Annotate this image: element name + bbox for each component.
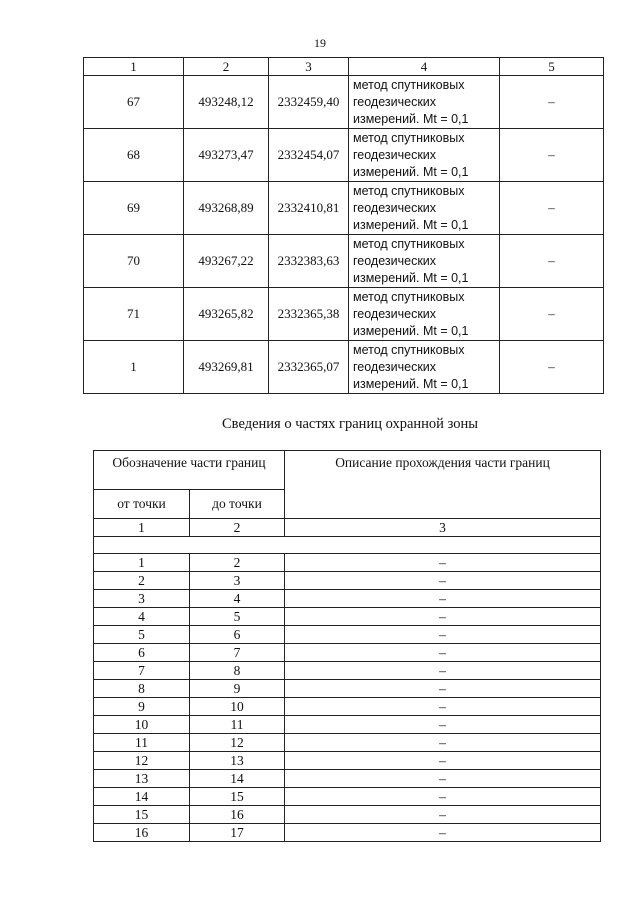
description-cell: – <box>285 788 601 806</box>
description-cell: – <box>285 806 601 824</box>
method-line: метод спутниковых <box>353 236 465 251</box>
from-point-header: от точки <box>94 490 190 519</box>
table-row <box>94 626 601 644</box>
from-point-cell: 15 <box>94 806 190 824</box>
description-cell: – <box>285 824 601 842</box>
method-cell <box>349 235 500 288</box>
description-cell: – <box>285 608 601 626</box>
method-line: геодезических <box>353 147 437 162</box>
table-row <box>94 770 601 788</box>
point-number-cell: 67 <box>84 76 184 129</box>
method-line: измерений. Mt = 0,1 <box>353 217 469 232</box>
coordinates-table <box>83 57 604 394</box>
x-coordinate-cell: 493248,12 <box>184 76 269 129</box>
table-row <box>94 662 601 680</box>
method-cell <box>349 76 500 129</box>
page-number: 19 <box>314 36 326 50</box>
from-point-cell: 2 <box>94 572 190 590</box>
point-number-cell: 69 <box>84 182 184 235</box>
col-header-2: 2 <box>184 58 269 76</box>
y-coordinate-cell: 2332410,81 <box>269 182 349 235</box>
table-row <box>94 554 601 572</box>
method-line: геодезических <box>353 306 437 321</box>
method-line: метод спутниковых <box>353 342 465 357</box>
note-cell: – <box>500 182 604 235</box>
from-point-cell: 10 <box>94 716 190 734</box>
to-point-cell: 16 <box>190 806 285 824</box>
description-cell: – <box>285 644 601 662</box>
description-cell: – <box>285 680 601 698</box>
method-cell <box>349 182 500 235</box>
method-line: геодезических <box>353 359 437 374</box>
from-point-cell: 14 <box>94 788 190 806</box>
method-line: измерений. Mt = 0,1 <box>353 270 469 285</box>
table-row <box>84 182 604 235</box>
table-row <box>94 590 601 608</box>
method-cell <box>349 129 500 182</box>
method-line: измерений. Mt = 0,1 <box>353 164 469 179</box>
parts-header-row <box>94 451 601 490</box>
method-cell <box>349 288 500 341</box>
to-point-cell: 13 <box>190 752 285 770</box>
from-point-cell: 13 <box>94 770 190 788</box>
description-cell: – <box>285 626 601 644</box>
description-cell: – <box>285 572 601 590</box>
from-point-cell: 7 <box>94 662 190 680</box>
method-line: измерений. Mt = 0,1 <box>353 376 469 391</box>
col-header-5: 5 <box>500 58 604 76</box>
to-point-cell: 14 <box>190 770 285 788</box>
to-point-cell: 4 <box>190 590 285 608</box>
table-row <box>84 235 604 288</box>
to-point-cell: 12 <box>190 734 285 752</box>
y-coordinate-cell: 2332459,40 <box>269 76 349 129</box>
description-cell: – <box>285 554 601 572</box>
point-number-cell: 68 <box>84 129 184 182</box>
from-point-cell: 1 <box>94 554 190 572</box>
from-point-cell: 6 <box>94 644 190 662</box>
table-row <box>84 288 604 341</box>
table-row <box>94 572 601 590</box>
to-point-cell: 9 <box>190 680 285 698</box>
to-point-cell: 17 <box>190 824 285 842</box>
from-point-cell: 3 <box>94 590 190 608</box>
table-row <box>84 129 604 182</box>
to-point-cell: 6 <box>190 626 285 644</box>
description-cell: – <box>285 590 601 608</box>
from-point-cell: 16 <box>94 824 190 842</box>
to-point-cell: 11 <box>190 716 285 734</box>
note-cell: – <box>500 235 604 288</box>
col-number-2: 2 <box>190 519 285 537</box>
table-row <box>94 716 601 734</box>
section-title: Сведения о частях границ охранной зоны <box>222 416 478 432</box>
method-line: метод спутниковых <box>353 183 465 198</box>
table-row <box>94 824 601 842</box>
method-line: геодезических <box>353 253 437 268</box>
from-point-cell: 11 <box>94 734 190 752</box>
from-point-cell: 5 <box>94 626 190 644</box>
method-line: метод спутниковых <box>353 77 465 92</box>
y-coordinate-cell: 2332454,07 <box>269 129 349 182</box>
description-cell: – <box>285 716 601 734</box>
from-point-cell: 8 <box>94 680 190 698</box>
note-cell: – <box>500 288 604 341</box>
table-row <box>84 76 604 129</box>
method-line: метод спутниковых <box>353 289 465 304</box>
description-header: Описание прохождения части границ <box>285 451 601 519</box>
description-cell: – <box>285 734 601 752</box>
point-number-cell: 71 <box>84 288 184 341</box>
x-coordinate-cell: 493268,89 <box>184 182 269 235</box>
table-row <box>94 680 601 698</box>
method-line: измерений. Mt = 0,1 <box>353 323 469 338</box>
table-row <box>94 752 601 770</box>
y-coordinate-cell: 2332365,38 <box>269 288 349 341</box>
method-line: метод спутниковых <box>353 130 465 145</box>
description-cell: – <box>285 662 601 680</box>
to-point-cell: 7 <box>190 644 285 662</box>
point-number-cell: 1 <box>84 341 184 394</box>
x-coordinate-cell: 493267,22 <box>184 235 269 288</box>
method-line: измерений. Mt = 0,1 <box>353 111 469 126</box>
from-point-cell: 12 <box>94 752 190 770</box>
method-cell <box>349 341 500 394</box>
note-cell: – <box>500 341 604 394</box>
x-coordinate-cell: 493269,81 <box>184 341 269 394</box>
col-header-4: 4 <box>349 58 500 76</box>
from-point-cell: 4 <box>94 608 190 626</box>
table-row <box>94 788 601 806</box>
note-cell: – <box>500 76 604 129</box>
to-point-header: до точки <box>190 490 285 519</box>
col-number-1: 1 <box>94 519 190 537</box>
description-cell: – <box>285 752 601 770</box>
description-cell: – <box>285 770 601 788</box>
table-row <box>94 806 601 824</box>
y-coordinate-cell: 2332383,63 <box>269 235 349 288</box>
table-row <box>94 608 601 626</box>
parts-column-numbers-row <box>94 519 601 537</box>
method-line: геодезических <box>353 94 437 109</box>
y-coordinate-cell: 2332365,07 <box>269 341 349 394</box>
to-point-cell: 3 <box>190 572 285 590</box>
to-point-cell: 5 <box>190 608 285 626</box>
parts-spacer-row <box>94 537 601 554</box>
note-cell: – <box>500 129 604 182</box>
to-point-cell: 15 <box>190 788 285 806</box>
description-cell: – <box>285 698 601 716</box>
table-row <box>94 644 601 662</box>
col-header-3: 3 <box>269 58 349 76</box>
x-coordinate-cell: 493265,82 <box>184 288 269 341</box>
coordinates-header-row <box>84 58 604 76</box>
table-row <box>94 698 601 716</box>
table-row <box>94 734 601 752</box>
col-header-1: 1 <box>84 58 184 76</box>
method-line: геодезических <box>353 200 437 215</box>
col-number-3: 3 <box>285 519 601 537</box>
to-point-cell: 10 <box>190 698 285 716</box>
designation-header: Обозначение части границ <box>94 451 285 490</box>
point-number-cell: 70 <box>84 235 184 288</box>
table-row <box>84 341 604 394</box>
from-point-cell: 9 <box>94 698 190 716</box>
boundary-parts-table <box>93 450 601 842</box>
spacer-cell <box>94 537 601 554</box>
x-coordinate-cell: 493273,47 <box>184 129 269 182</box>
to-point-cell: 8 <box>190 662 285 680</box>
to-point-cell: 2 <box>190 554 285 572</box>
